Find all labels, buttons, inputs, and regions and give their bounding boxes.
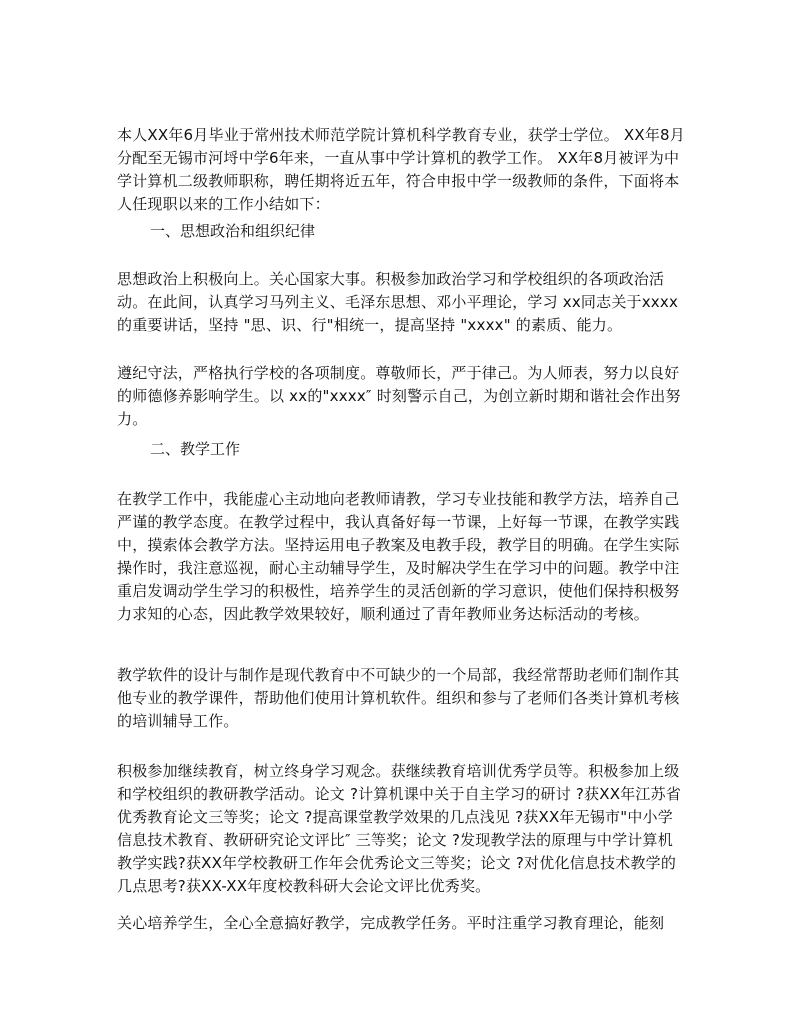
students-paragraph: 关心培养学生，全心全意搞好教学，完成教学任务。平时注重学习教育理论，能刻	[117, 914, 665, 932]
section-heading-political: 一、思想政治和组织纪律	[150, 222, 316, 240]
education-paragraph: 积极参加继续教育，树立终身学习观念。获继续教育培训优秀学员等。积极参加上级和学校组织的教研教学活动。论文 ?计算机课中关于自主学习的研讨 ?获XX年江苏省优秀教育论文三等奖；论文 ?提高课堂教学效果的几点浅见 ?获XX年无锡市"中小学信息技术教育、教研研究论文评比″ 三等奖；论文 ?发现教学法的原理与中学计算机教学实践?获XX年学校教研工作年会优秀论文三等奖；论文 ?对优化信息技术教学的几点思考?获XX-XX年度校教科研大会论文评比优秀奖。	[117, 762, 682, 895]
teaching-paragraph: 在教学工作中，我能虚心主动地向老教师请教，学习专业技能和教学方法，培养自己严谨的教学态度。在教学过程中，我认真备好每一节课，上好每一节课，在教学实践中，摸索体会教学方法。坚持运用电子教案及电教手段，教学目的明确。在学生实际操作时，我注意巡视，耐心主动辅导学生，及时解决学生在学习中的问题。教学中注重启发调动学生学习的积极性，培养学生的灵活创新的学习意识，使他们保持积极努力求知的心态，因此教学效果较好，顺利通过了青年教师业务达标活动的考核。	[117, 490, 680, 623]
software-paragraph: 教学软件的设计与制作是现代教育中不可缺少的一个局部，我经常帮助老师们制作其他专业的教学课件，帮助他们使用计算机软件。组织和参与了老师们各类计算机考核的培训辅导工作。	[117, 666, 680, 730]
intro-paragraph: 本人XX年6月毕业于常州技术师范学院计算机科学教育专业，获学士学位。 XX年8月分配至无锡市河埒中学6年来，一直从事中学计算机的教学工作。 XX年8月被评为中学计算机二级教师职称，聘任期将近五年，符合申报中学一级教师的条件，下面将本人任现职以来的工作小结如下：	[117, 126, 685, 213]
political-paragraph: 思想政治上积极向上。关心国家大事。积极参加政治学习和学校组织的各项政治活动。在此间，认真学习马列主义、毛泽东思想、邓小平理论，学习 xx同志关于xxxx的重要讲话，坚持 "思、识、行"相统一，提高坚持 "xxxx" 的素质、能力。	[117, 270, 679, 334]
section-heading-teaching: 二、教学工作	[150, 440, 241, 458]
discipline-paragraph: 遵纪守法，严格执行学校的各项制度。尊敬师长，严于律己。为人师表，努力以良好的师德修养影响学生。以 xx的"xxxx″ 时刻警示自己，为创立新时期和谐社会作出努力。	[117, 364, 681, 428]
